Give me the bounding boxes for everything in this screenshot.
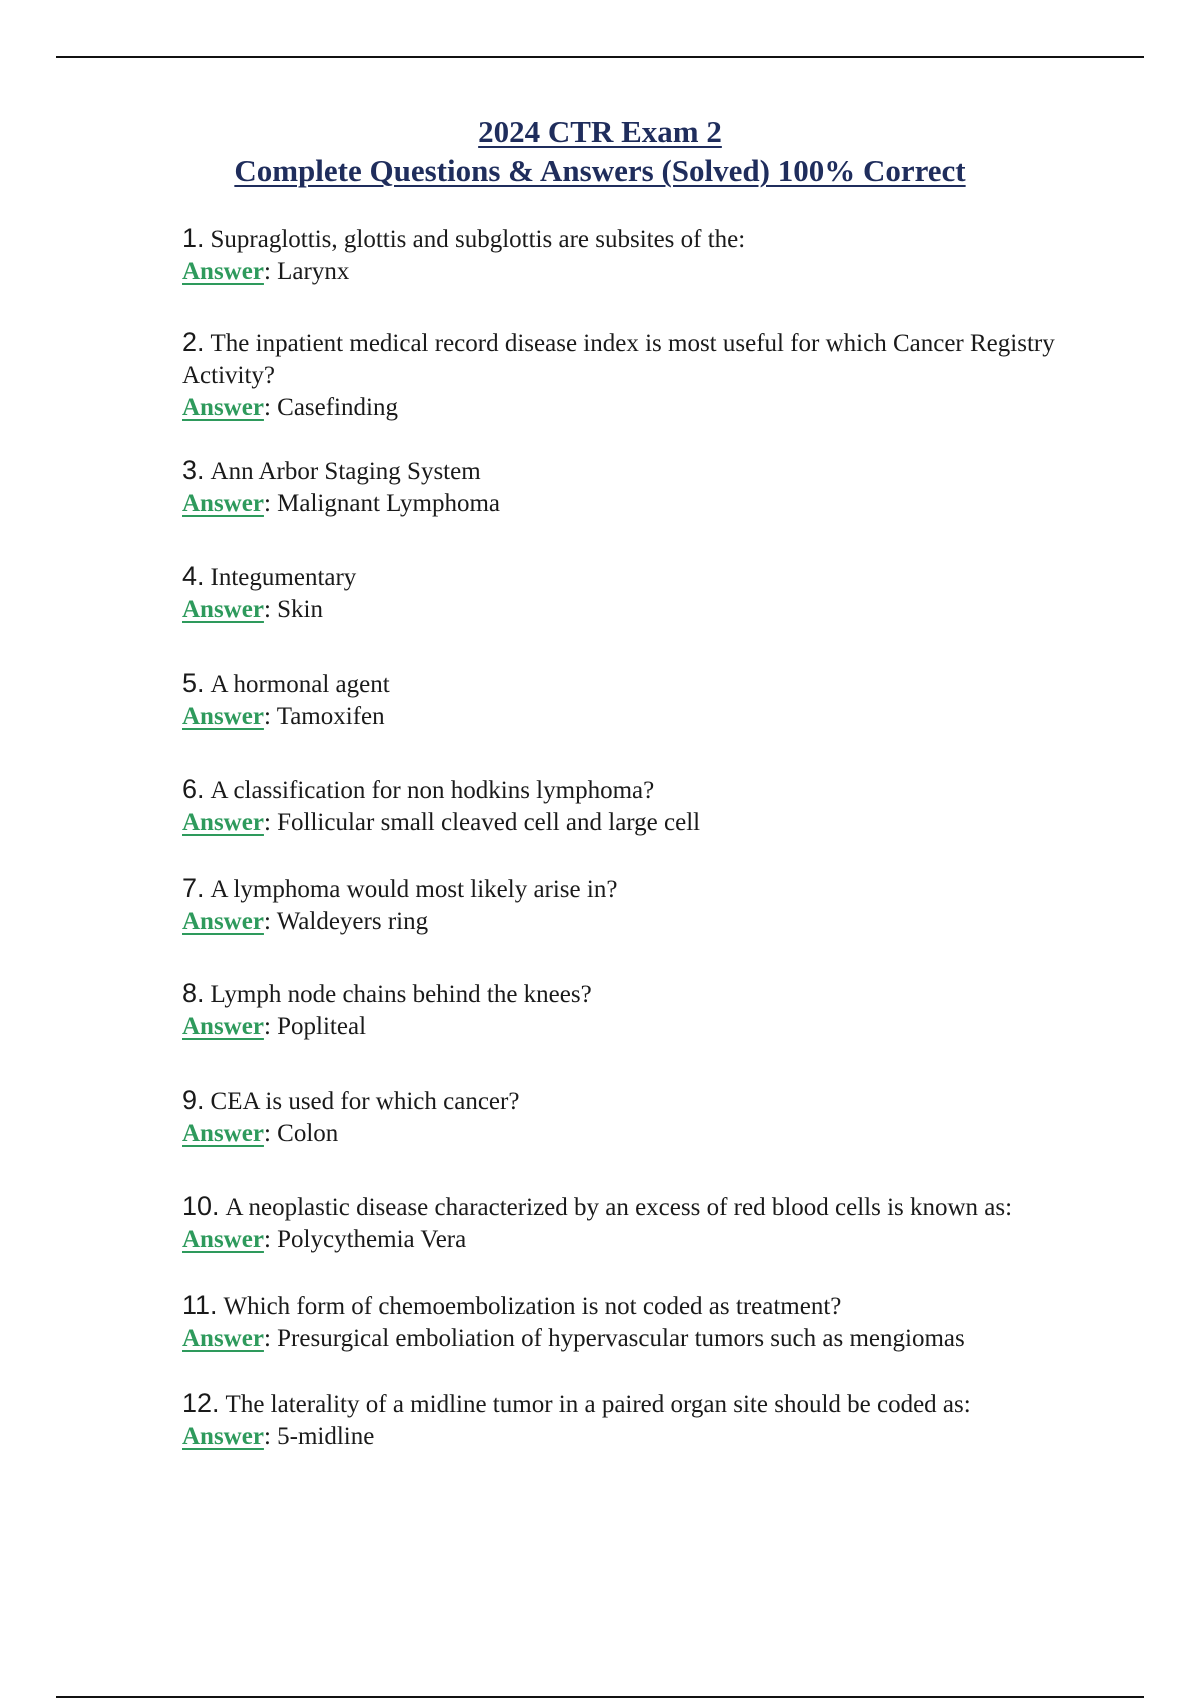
answer-text: Tamoxifen [276, 703, 385, 730]
question-number: 8. [182, 978, 205, 1008]
question-number: 1. [182, 223, 205, 253]
question-number: 11. [182, 1290, 218, 1320]
question-number: 3. [182, 455, 205, 485]
question-text: Lymph node chains behind the knees? [210, 981, 592, 1008]
answer-label: Answer [182, 703, 264, 730]
document-title [0, 112, 1200, 190]
answer-label: Answer [182, 394, 264, 421]
answer-text: Presurgical emboliation of hypervascular tumors such as mengiomas [277, 1325, 965, 1352]
title-line-1: 2024 CTR Exam 2 [478, 114, 722, 149]
question-text: Ann Arbor Staging System [210, 458, 481, 485]
top-rule [56, 56, 1144, 58]
qa-item-6: 6. A classification for non hodkins lymphoma? Answer: Follicular small cleaved cell and large cell [182, 774, 701, 836]
answer-label: Answer [182, 809, 264, 836]
question-text: The inpatient medical record disease index is most useful for which Cancer Registry Activity? [182, 330, 1055, 389]
qa-item-8: 8. Lymph node chains behind the knees? Answer: Popliteal [182, 978, 592, 1040]
question-number: 9. [182, 1085, 205, 1115]
bottom-rule [56, 1696, 1144, 1698]
qa-item-7: 7. A lymphoma would most likely arise in? Answer: Waldeyers ring [182, 873, 618, 935]
answer-label: Answer [182, 1013, 264, 1040]
question-text: The laterality of a midline tumor in a paired organ site should be coded as: [225, 1391, 971, 1418]
answer-text: Larynx [277, 258, 350, 285]
qa-item-12: 12. The laterality of a midline tumor in a paired organ site should be coded as: Answer: 5-midline [182, 1388, 971, 1450]
question-text: A lymphoma would most likely arise in? [210, 876, 618, 903]
question-text: Integumentary [210, 564, 357, 591]
answer-text: Malignant Lymphoma [277, 490, 501, 517]
answer-text: Popliteal [277, 1013, 367, 1040]
question-number: 7. [182, 873, 205, 903]
question-text: A neoplastic disease characterized by an excess of red blood cells is known as: [225, 1194, 1013, 1221]
qa-item-2: 2. The inpatient medical record disease index is most useful for which Cancer Registry Activity? Answer: Casefinding [182, 327, 1055, 421]
question-number: 5. [182, 668, 205, 698]
answer-text: 5-midline [277, 1423, 375, 1450]
answer-text: Follicular small cleaved cell and large cell [277, 809, 701, 836]
answer-text: Colon [277, 1120, 339, 1147]
answer-label: Answer [182, 258, 264, 285]
answer-text: Polycythemia Vera [277, 1226, 467, 1253]
answer-label: Answer [182, 596, 264, 623]
question-text: Supraglottis, glottis and subglottis are subsites of the: [210, 226, 746, 253]
question-number: 12. [182, 1388, 220, 1418]
question-number: 2. [182, 327, 205, 357]
answer-text: Skin [277, 596, 323, 623]
answer-label: Answer [182, 1325, 264, 1352]
qa-item-4: 4. Integumentary Answer: Skin [182, 561, 357, 623]
question-text: CEA is used for which cancer? [210, 1088, 520, 1115]
answer-text: Casefinding [277, 394, 398, 421]
answer-label: Answer [182, 490, 264, 517]
qa-item-10: 10. A neoplastic disease characterized by an excess of red blood cells is known as: Answer: Polycythemia Vera [182, 1191, 1013, 1253]
answer-label: Answer [182, 1226, 264, 1253]
answer-label: Answer [182, 908, 264, 935]
qa-item-9: 9. CEA is used for which cancer? Answer: Colon [182, 1085, 520, 1147]
question-number: 6. [182, 774, 205, 804]
answer-text: Waldeyers ring [276, 908, 429, 935]
question-number: 4. [182, 561, 205, 591]
answer-label: Answer [182, 1120, 264, 1147]
answer-label: Answer [182, 1423, 264, 1450]
question-text: Which form of chemoembolization is not coded as treatment? [223, 1293, 842, 1320]
question-text: A hormonal agent [210, 671, 390, 698]
qa-item-5: 5. A hormonal agent Answer: Tamoxifen [182, 668, 390, 730]
question-number: 10. [182, 1191, 220, 1221]
title-line-2: Complete Questions & Answers (Solved) 100% Correct [234, 153, 966, 188]
qa-item-11: 11. Which form of chemoembolization is not coded as treatment? Answer: Presurgical emboliation of hypervascular tumors such as mengiomas [182, 1290, 965, 1352]
qa-item-1: 1. Supraglottis, glottis and subglottis are subsites of the: Answer: Larynx [182, 223, 746, 285]
qa-item-3: 3. Ann Arbor Staging System Answer: Malignant Lymphoma [182, 455, 501, 517]
question-text: A classification for non hodkins lymphoma? [210, 777, 655, 804]
